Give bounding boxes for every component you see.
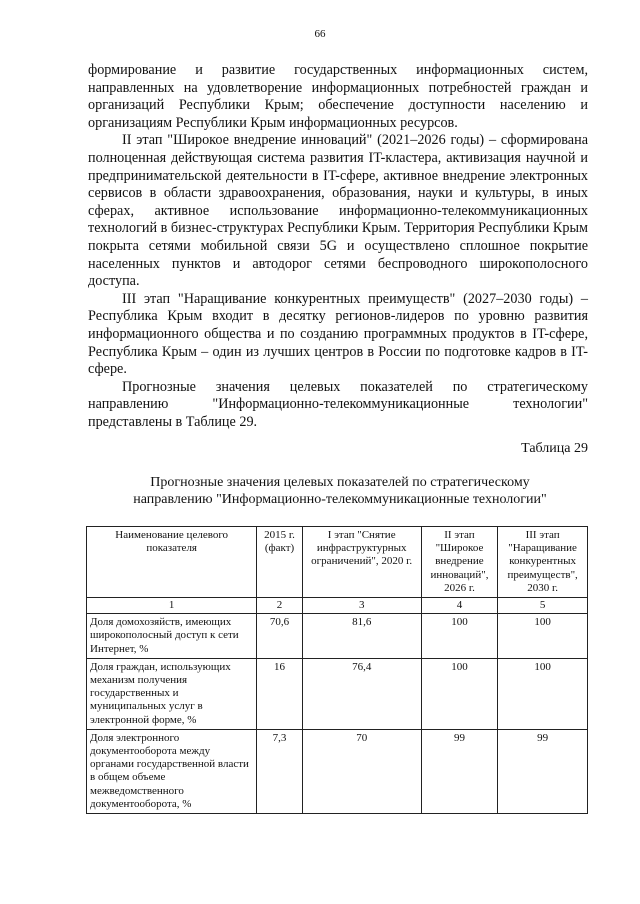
paragraph-1: формирование и развитие государственных информационных систем, направленных на удовлетворение информационных потребностей граждан и организаций Республики Крым; обеспечение доступности населению и организациям Республики Крым информационных ресурсов. bbox=[88, 62, 588, 131]
column-number: 5 bbox=[498, 598, 588, 614]
value-2020: 76,4 bbox=[302, 658, 421, 729]
header-2015: 2015 г. (факт) bbox=[257, 527, 302, 598]
value-2026: 100 bbox=[421, 614, 498, 659]
column-number: 3 bbox=[302, 598, 421, 614]
value-2026: 100 bbox=[421, 658, 498, 729]
paragraph-4: Прогнозные значения целевых показателей по стратегическому направлению "Информационно-телекоммуникационные технологии" представлены в Таблице 29. bbox=[88, 378, 588, 430]
table-row bbox=[87, 614, 588, 659]
table-header-row bbox=[87, 527, 588, 598]
indicator-name: Доля домохозяйств, имеющих широкополосный доступ к сети Интернет, % bbox=[87, 614, 257, 659]
table-label: Таблица 29 bbox=[521, 441, 588, 456]
header-stage-1: I этап "Снятие инфраструктурных ограничений", 2020 г. bbox=[302, 527, 421, 598]
body-text bbox=[88, 62, 588, 431]
value-2020: 70 bbox=[302, 729, 421, 813]
header-stage-2: II этап "Широкое внедрение инноваций", 2026 г. bbox=[421, 527, 498, 598]
value-2015: 7,3 bbox=[257, 729, 302, 813]
paragraph-2: II этап "Широкое внедрение инноваций" (2021–2026 годы) – сформирована полноценная действующая система развития IT-кластера, активизация научной и предпринимательской деятельности в IT-сфере, активное внедрение электронных сервисов в области здравоохранения, образования, науки и культуры, в иных сферах, активное использование информационно-телекоммуникационных технологий в бизнес-структурах Республики Крым. Территория Республики Крым покрыта сетями мобильной связи 5G и осуществлено сплошное покрытие населенных пунктов и автодорог сетями беспроводного широкополосного доступа. bbox=[88, 132, 588, 290]
value-2030: 100 bbox=[498, 658, 588, 729]
indicator-name: Доля электронного документооборота между органами государственной власти в общем объеме межведомственного документооборота, % bbox=[87, 729, 257, 813]
paragraph-3: III этап "Наращивание конкурентных преимуществ" (2027–2030 годы) – Республика Крым входит в десятку регионов-лидеров по уровню развития информационного общества и по созданию программных продуктов в IT-сфере, Республика Крым – один из лучших центров в России по подготовке кадров в IT-сфере. bbox=[88, 290, 588, 378]
value-2020: 81,6 bbox=[302, 614, 421, 659]
value-2026: 99 bbox=[421, 729, 498, 813]
indicator-name: Доля граждан, использующих механизм получения государственных и муниципальных услуг в электронной форме, % bbox=[87, 658, 257, 729]
table-row bbox=[87, 658, 588, 729]
column-number: 4 bbox=[421, 598, 498, 614]
value-2015: 70,6 bbox=[257, 614, 302, 659]
value-2030: 99 bbox=[498, 729, 588, 813]
column-number: 2 bbox=[257, 598, 302, 614]
table-title-line-2: направлению "Информационно-телекоммуникационные технологии" bbox=[133, 492, 547, 507]
value-2030: 100 bbox=[498, 614, 588, 659]
header-stage-3: III этап "Наращивание конкурентных преимуществ", 2030 г. bbox=[498, 527, 588, 598]
table-title-line-1: Прогнозные значения целевых показателей по стратегическому bbox=[150, 475, 530, 490]
table-title bbox=[60, 474, 620, 508]
column-number-row bbox=[87, 598, 588, 614]
column-number: 1 bbox=[87, 598, 257, 614]
page-number: 66 bbox=[314, 28, 326, 40]
value-2015: 16 bbox=[257, 658, 302, 729]
header-indicator-name: Наименование целевого показателя bbox=[87, 527, 257, 598]
table-row bbox=[87, 729, 588, 813]
indicators-table bbox=[86, 526, 588, 814]
